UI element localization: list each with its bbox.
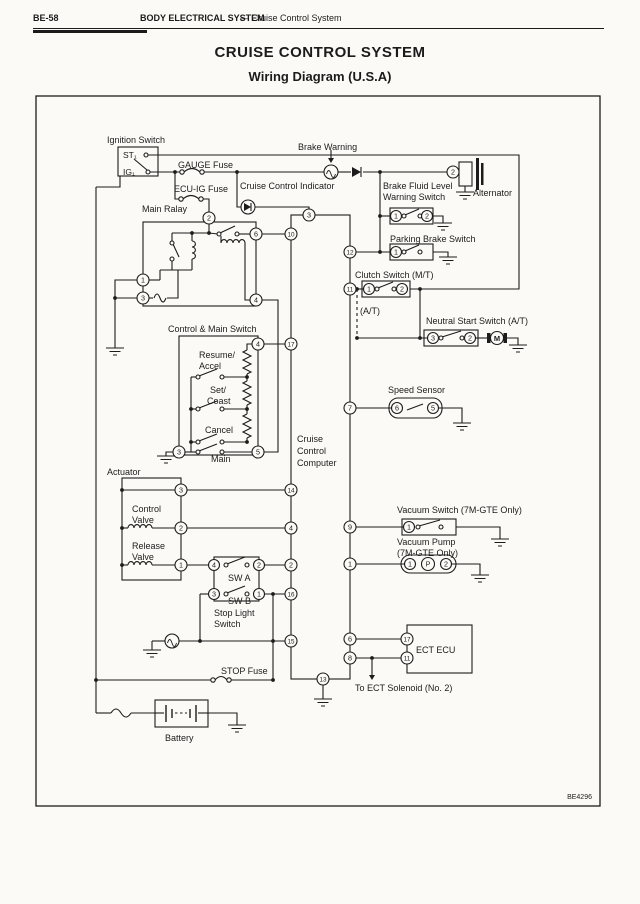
terminal-label-15: 15 <box>287 638 295 646</box>
ground-symbol <box>157 456 175 463</box>
switch-blade <box>405 209 419 215</box>
terminal-label-2: 2 <box>425 211 429 221</box>
junction-dot <box>418 287 422 291</box>
arrow-head <box>369 675 375 680</box>
switch-contact <box>402 250 406 254</box>
fuse-end <box>179 197 183 201</box>
switch-blade <box>220 226 235 233</box>
switch-blade <box>442 331 461 337</box>
label-speed-sensor: Speed Sensor <box>388 385 446 395</box>
terminal-label-2: 2 <box>207 213 211 223</box>
label-cruise: Cruise <box>297 434 324 444</box>
label-release: Release <box>132 541 166 551</box>
terminal-label-2: 2 <box>179 523 183 533</box>
terminal-label-2: 2 <box>451 167 455 177</box>
terminal-label-1: 1 <box>394 247 398 257</box>
switch-contact <box>196 375 200 379</box>
terminal-label-3: 3 <box>179 485 183 495</box>
wire <box>255 207 309 209</box>
switch-contact <box>144 153 148 157</box>
junction-dot <box>94 678 98 682</box>
resistor <box>243 381 251 405</box>
label-control-main-switch: Control & Main Switch <box>168 324 257 334</box>
terminal-label-16: 16 <box>287 591 295 599</box>
terminal-label-10: 10 <box>287 231 295 239</box>
label-cancel: Cancel <box>205 425 234 435</box>
label-a-t: (A/T) <box>360 306 380 316</box>
switch-contact <box>220 440 224 444</box>
switch-blade <box>199 444 217 451</box>
junction-dot <box>189 440 193 444</box>
junction-dot <box>113 296 117 300</box>
terminal-label-17: 17 <box>403 636 411 644</box>
terminal-label-1: 1 <box>408 559 412 569</box>
ground-symbol <box>456 192 474 199</box>
ground-symbol <box>453 423 471 430</box>
terminal-label-2: 2 <box>289 560 293 570</box>
terminal-label-6: 6 <box>348 634 352 644</box>
label-valve: Valve <box>132 552 154 562</box>
switch-contact <box>402 214 406 218</box>
terminal-label-4: 4 <box>212 560 216 570</box>
switch-contact <box>220 375 224 379</box>
label-switch: Switch <box>214 619 241 629</box>
ground-symbol <box>314 699 332 706</box>
junction-dot <box>271 678 275 682</box>
label-vacuum-pump: Vacuum Pump <box>397 537 456 547</box>
label-be4296: BE4296 <box>567 794 592 801</box>
switch-contact <box>196 440 200 444</box>
terminal-label-1: 1 <box>407 522 411 532</box>
coil <box>221 240 245 243</box>
switch-contact <box>196 407 200 411</box>
terminal-label-6: 6 <box>254 229 258 239</box>
coil <box>192 241 195 259</box>
fuse-end <box>227 678 231 682</box>
fuse-end <box>180 170 184 174</box>
terminal-label-3: 3 <box>141 293 145 303</box>
label-accel: Accel <box>199 361 222 371</box>
switch-contact <box>439 525 443 529</box>
terminal-label-3: 3 <box>431 333 435 343</box>
page-number: BE-58 <box>33 13 59 23</box>
switch-contact <box>418 250 422 254</box>
junction-dot <box>245 375 249 379</box>
switch-blade <box>407 404 423 410</box>
ground-symbol <box>471 575 489 582</box>
junction-dot <box>198 639 202 643</box>
wire <box>96 176 120 187</box>
fuse-element <box>215 677 227 681</box>
terminal-label-13: 13 <box>319 676 327 684</box>
junction-dot <box>355 336 359 340</box>
terminal-label-6: 6 <box>395 403 399 413</box>
label-control: Control <box>297 446 327 456</box>
junction-dot <box>120 488 124 492</box>
wire <box>208 713 237 725</box>
switch-blade <box>378 282 393 288</box>
label-7m-gte-only: (7M-GTE Only) <box>397 548 459 558</box>
wire <box>166 452 173 456</box>
terminal-label-5: 5 <box>256 447 260 457</box>
label-ect-ecu: ECT ECU <box>416 645 456 655</box>
label-clutch-switch-m-t: Clutch Switch (M/T) <box>355 270 434 280</box>
wire <box>115 280 137 348</box>
terminal-label-3: 3 <box>177 447 181 457</box>
switch-contact <box>439 336 443 340</box>
coil <box>128 562 152 565</box>
terminal-label-1: 1 <box>348 559 352 569</box>
component-box <box>459 162 472 186</box>
fuse-end <box>211 678 215 682</box>
switch-contact <box>217 232 221 236</box>
junction-dot <box>235 170 239 174</box>
label-main-ralay: Main Ralay <box>142 204 188 214</box>
switch-contact <box>170 257 174 261</box>
junction-dot <box>189 407 193 411</box>
alternator-bars <box>481 163 484 185</box>
junction-dot <box>245 440 249 444</box>
terminal-label-9: 9 <box>348 522 352 532</box>
switch-contact <box>235 232 239 236</box>
fuse-end <box>200 170 204 174</box>
switch-contact <box>392 287 396 291</box>
terminal-label-2: 2 <box>444 559 448 569</box>
wire <box>433 252 448 257</box>
label-computer: Computer <box>297 458 337 468</box>
fuse-end <box>199 197 203 201</box>
switch-blade <box>405 245 419 251</box>
junction-dot <box>245 407 249 411</box>
wire <box>167 270 178 298</box>
switch-blade <box>173 244 179 257</box>
terminal-label-11: 11 <box>403 655 411 663</box>
junction-dot <box>378 214 382 218</box>
doc-subtitle: Wiring Diagram (U.S.A) <box>248 69 392 84</box>
label-to-ect-solenoid-no-2: To ECT Solenoid (No. 2) <box>355 683 453 693</box>
label-alternator: Alternator <box>473 188 513 198</box>
label-sw-b: SW B <box>228 596 252 606</box>
terminal-label-5: 5 <box>431 403 435 413</box>
terminal-label-1: 1 <box>257 589 261 599</box>
resistor <box>243 414 251 438</box>
motor-label: M <box>493 333 501 343</box>
terminal-label-2: 2 <box>400 284 404 294</box>
terminal-label-8: 8 <box>348 653 352 663</box>
label-ig: IG₁ <box>123 167 135 177</box>
terminal-label-17: 17 <box>287 341 295 349</box>
ground-symbol <box>228 725 246 732</box>
junction-dot <box>120 563 124 567</box>
switch-blade <box>227 586 245 593</box>
junction-dot <box>173 170 177 174</box>
label-actuator: Actuator <box>107 467 141 477</box>
junction-dot <box>370 656 374 660</box>
label-coast: Coast <box>207 396 231 406</box>
terminal-label-4: 4 <box>256 339 260 349</box>
label-ecu-ig-fuse: ECU-IG Fuse <box>174 184 229 194</box>
terminal-label-3: 3 <box>307 210 311 220</box>
arrow-head <box>328 158 334 163</box>
switch-blade <box>134 159 147 170</box>
label-resume: Resume/ <box>199 350 236 360</box>
terminal-label-3: 3 <box>212 589 216 599</box>
terminal-label-1: 1 <box>141 275 145 285</box>
coil <box>128 525 152 528</box>
label-warning-switch: Warning Switch <box>383 192 446 202</box>
label-parking-brake-switch: Parking Brake Switch <box>390 234 476 244</box>
switch-contact <box>196 450 200 454</box>
switch-contact <box>146 170 150 174</box>
ground-symbol <box>434 223 452 230</box>
label-gauge-fuse: GAUGE Fuse <box>178 160 234 170</box>
ground-symbol <box>439 257 457 264</box>
wire <box>203 199 209 212</box>
ground-symbol <box>106 348 124 355</box>
junction-dot <box>271 639 275 643</box>
lamp-icon <box>165 634 179 648</box>
switch-blade <box>419 520 440 526</box>
label-brake-warning: Brake Warning <box>298 142 358 152</box>
wire <box>247 344 252 350</box>
terminal-label-14: 14 <box>287 487 295 495</box>
terminal-label-1: 1 <box>367 284 371 294</box>
ground-symbol <box>491 539 509 546</box>
wire <box>507 338 518 345</box>
label-brake-fluid-level: Brake Fluid Level <box>383 181 453 191</box>
wire <box>433 216 443 223</box>
junction-dot <box>207 231 211 235</box>
junction-dot <box>271 592 275 596</box>
switch-blade <box>227 557 245 564</box>
label-control: Control <box>132 504 162 514</box>
switch-blade <box>199 434 217 441</box>
resistor <box>243 350 251 374</box>
terminal-label-2: 2 <box>468 333 472 343</box>
switch-contact <box>416 525 420 529</box>
diode-icon <box>352 167 361 177</box>
label-ignition-switch: Ignition Switch <box>107 135 166 145</box>
wire <box>262 300 278 452</box>
label-cruise-control-indicator: Cruise Control Indicator <box>240 181 335 191</box>
switch-contact <box>224 563 228 567</box>
label-st: ST₁ <box>123 150 137 160</box>
terminal-label-12: 12 <box>346 249 354 257</box>
wire <box>456 527 500 539</box>
label-main: Main <box>211 454 231 464</box>
alternator-bars <box>476 158 479 190</box>
junction-dot <box>418 336 422 340</box>
fusible-link <box>111 709 131 717</box>
junction-dot <box>378 170 382 174</box>
lamp-icon <box>324 165 338 179</box>
junction-dot <box>120 526 124 530</box>
header-section: BODY ELECTRICAL SYSTEM <box>140 13 265 23</box>
label-set: Set/ <box>210 385 227 395</box>
terminal-label-P: P <box>425 559 431 569</box>
switch-contact <box>460 336 464 340</box>
junction-dot <box>190 231 194 235</box>
terminal-label-11: 11 <box>346 286 354 294</box>
terminal-label-4: 4 <box>254 295 258 305</box>
label-battery: Battery <box>165 733 194 743</box>
terminal-label-4: 4 <box>289 523 293 533</box>
junction-dot <box>378 250 382 254</box>
label-sw-a: SW A <box>228 573 251 583</box>
switch-contact <box>170 241 174 245</box>
wire <box>245 243 250 300</box>
terminal-label-7: 7 <box>348 403 352 413</box>
terminal-label-2: 2 <box>257 560 261 570</box>
header-subsection: — Cruise Control System <box>240 13 342 23</box>
ground-symbol <box>509 345 527 352</box>
fuse-element <box>183 196 199 200</box>
fusible-link <box>154 294 166 302</box>
label-stop-fuse: STOP Fuse <box>221 666 268 676</box>
ground-symbol <box>143 650 161 657</box>
terminal-label-1: 1 <box>394 211 398 221</box>
label-stop-light: Stop Light <box>214 608 255 618</box>
label-vacuum-switch-7m-gte-only: Vacuum Switch (7M-GTE Only) <box>397 505 522 515</box>
switch-contact <box>245 563 249 567</box>
label-neutral-start-switch-a-t: Neutral Start Switch (A/T) <box>426 316 529 326</box>
switch-contact <box>220 407 224 411</box>
label-valve: Valve <box>132 515 154 525</box>
doc-title: CRUISE CONTROL SYSTEM <box>214 44 426 61</box>
switch-contact <box>375 287 379 291</box>
terminal-label-1: 1 <box>179 560 183 570</box>
